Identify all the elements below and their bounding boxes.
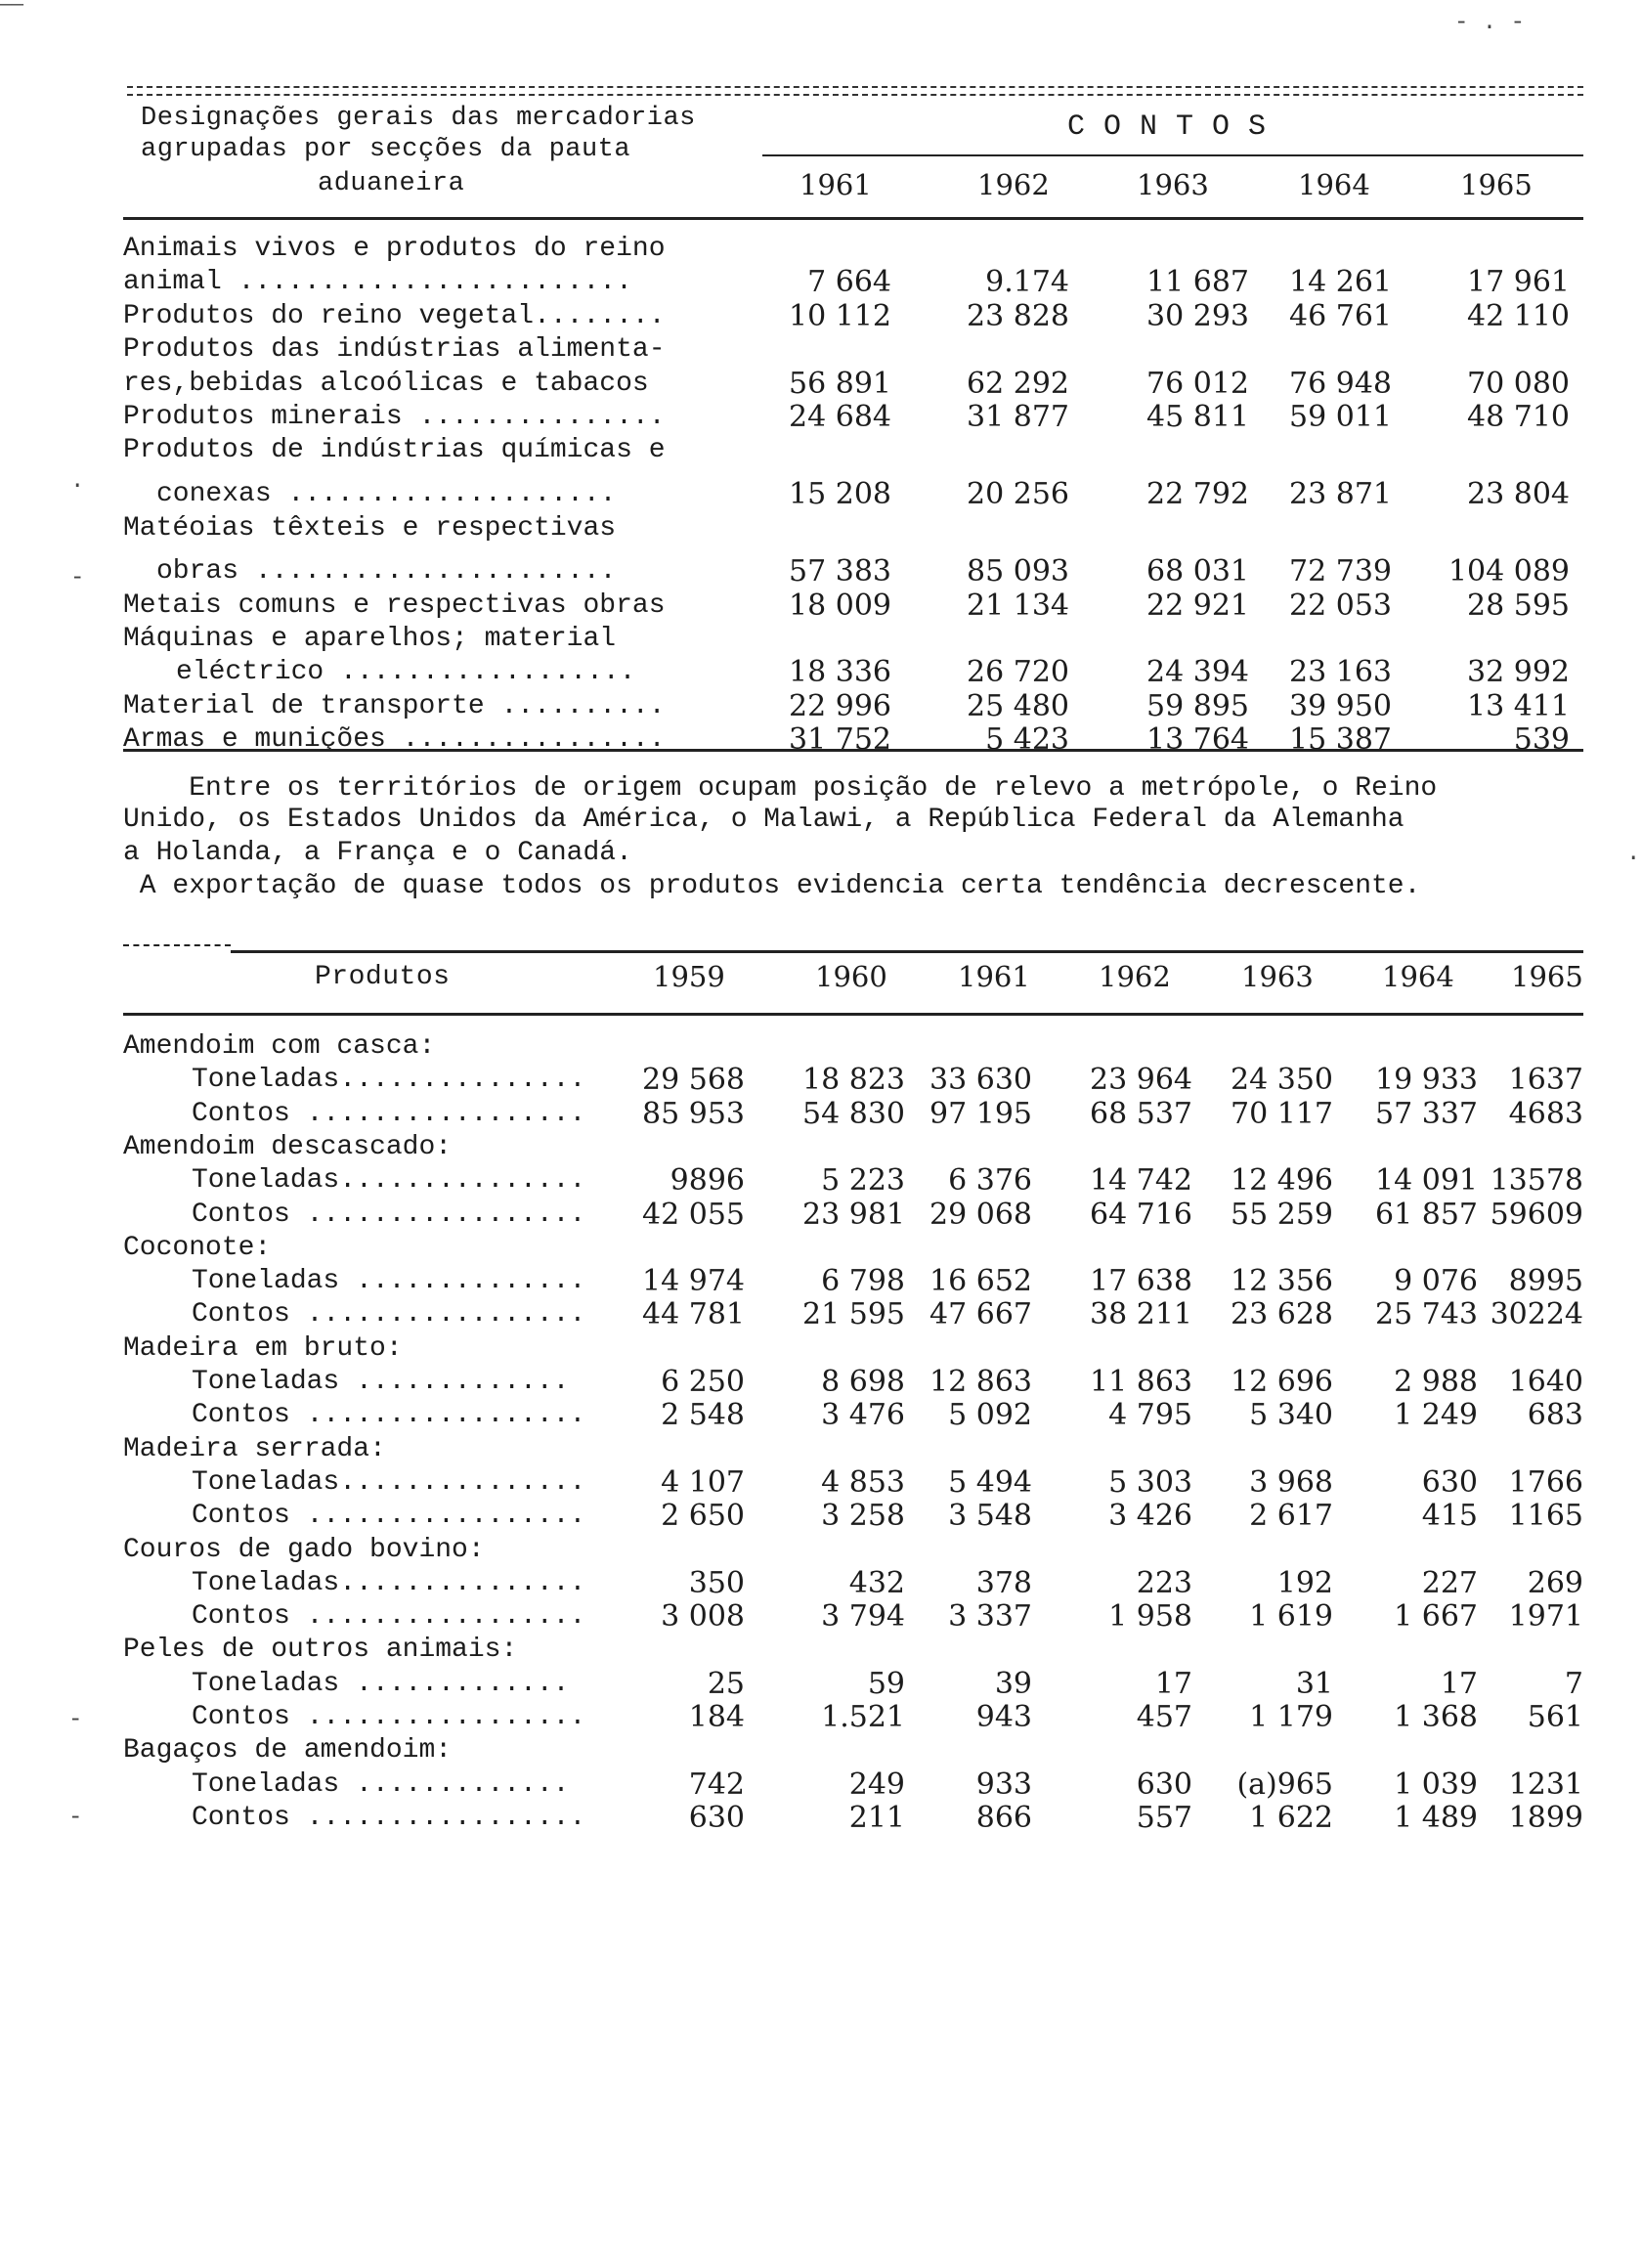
- table1-row-label: Animais vivos e produtos do reino: [123, 234, 666, 264]
- table1-row-label: Material de transporte ..........: [123, 690, 666, 721]
- table2-row-label: Contos .................: [192, 1802, 586, 1833]
- table2-cell: 1 667: [1394, 1599, 1478, 1635]
- table2-cell: 55 259: [1231, 1197, 1333, 1232]
- table2-cell: 23 628: [1231, 1297, 1333, 1332]
- table1-row-label: eléctrico ..................: [176, 657, 636, 688]
- table2-cell: 630: [1421, 1464, 1478, 1500]
- table1-cell: 25 480: [967, 688, 1069, 723]
- table1-cell: 76 012: [1146, 366, 1249, 401]
- scan-mark: - . -: [1454, 10, 1526, 36]
- table2-cell: 269: [1527, 1565, 1583, 1600]
- table2-cell: 1165: [1508, 1499, 1583, 1534]
- table1-cell: 23 163: [1289, 655, 1392, 690]
- table2-cell: 23 981: [802, 1197, 905, 1232]
- table2-cell: 30224: [1490, 1297, 1583, 1332]
- table2-cell: 18 823: [802, 1063, 905, 1098]
- table1-cell: 45 811: [1146, 400, 1249, 434]
- table1-cell: 10 112: [789, 298, 891, 333]
- paragraph-line-4: A exportação de quase todos os produtos evidencia certa tendência decrescente.: [123, 871, 1421, 901]
- table1-cell: 46 761: [1289, 298, 1392, 333]
- table1-cell: 59 895: [1146, 688, 1249, 723]
- table2-cell: 12 863: [929, 1365, 1032, 1399]
- table2-row: [0, 1030, 1642, 1064]
- table2-cell: 3 476: [821, 1398, 905, 1433]
- table2-row: [0, 1701, 1642, 1734]
- table2-row: [0, 1265, 1642, 1298]
- table1-cell: 18 336: [789, 655, 891, 690]
- table2-year-1960: 1960: [815, 960, 887, 993]
- table2-cell: 17: [1154, 1666, 1192, 1701]
- table2-cell: 1899: [1508, 1800, 1583, 1835]
- table2-header-rule: [123, 1013, 1583, 1016]
- table1-cell: 39 950: [1289, 688, 1392, 723]
- table2-cell: 4 107: [661, 1464, 745, 1500]
- table2-cell: 29 068: [929, 1197, 1032, 1232]
- scan-mark: ·: [70, 473, 85, 500]
- table2-cell: 3 968: [1249, 1464, 1333, 1500]
- table2-cell: 1971: [1508, 1599, 1583, 1635]
- table1-cell: 13 764: [1146, 722, 1249, 758]
- table1-cell: 76 948: [1289, 366, 1392, 401]
- table2-cell: 1637: [1508, 1063, 1583, 1098]
- table2-cell: 5 303: [1108, 1464, 1192, 1500]
- table2-cell: 227: [1421, 1565, 1478, 1600]
- table2-cell: 23 964: [1090, 1063, 1192, 1098]
- table2-cell: 2 617: [1249, 1499, 1333, 1534]
- table2-cell: 4 853: [821, 1464, 905, 1500]
- table1-cell: 24 394: [1146, 655, 1249, 690]
- table1-year-1964: 1964: [1298, 168, 1370, 201]
- table2-row-label: Contos .................: [192, 1400, 586, 1431]
- table2-cell: 25: [707, 1666, 745, 1701]
- table2-cell: 943: [975, 1700, 1032, 1734]
- table1-row-label: res,bebidas alcoólicas e tabacos: [123, 368, 649, 399]
- table2-cell: 3 548: [948, 1499, 1032, 1534]
- table2-row: [0, 1802, 1642, 1835]
- table2-row: [0, 1298, 1642, 1331]
- table2-cell: 12 496: [1231, 1163, 1333, 1199]
- table2-cell: 70 117: [1231, 1096, 1333, 1131]
- table2-cell: 21 595: [802, 1297, 905, 1332]
- table2-cell: 432: [848, 1565, 905, 1600]
- table1-cell: 15 208: [789, 477, 891, 512]
- table1-row: [0, 555, 1642, 589]
- table2-row: [0, 1600, 1642, 1634]
- table2-row-label: Toneladas...............: [192, 1466, 586, 1498]
- table2-row-label: Amendoim descascado:: [123, 1131, 453, 1162]
- table2-cell: 3 794: [821, 1599, 905, 1635]
- table2-row: [0, 1668, 1642, 1701]
- table2-cell: 14 091: [1375, 1163, 1478, 1199]
- table2-row-label: Couros de gado bovino:: [123, 1534, 485, 1565]
- table1-row-label: obras ......................: [156, 556, 617, 588]
- table2-cell: 9896: [670, 1163, 745, 1199]
- table2-cell: 630: [688, 1800, 745, 1835]
- table2-cell: 866: [975, 1800, 1032, 1835]
- table2-cell: 1 622: [1249, 1800, 1333, 1835]
- table1-cell: 18 009: [789, 588, 891, 623]
- table2-row: [0, 1433, 1642, 1466]
- table1-row: [0, 368, 1642, 401]
- table2-cell: 38 211: [1090, 1297, 1192, 1332]
- table2-cell: 44 781: [642, 1297, 745, 1332]
- table2-row: [0, 1366, 1642, 1399]
- table2-cell: 249: [848, 1766, 905, 1802]
- table2-row: [0, 1534, 1642, 1567]
- table2-row-label: Contos .................: [192, 1098, 586, 1129]
- table1-unit-rule: [762, 154, 1583, 156]
- table1-year-1963: 1963: [1137, 168, 1209, 201]
- table1-row-label: animal ........................: [123, 267, 632, 298]
- table1-cell: 22 053: [1289, 588, 1392, 623]
- table2-row: [0, 1734, 1642, 1767]
- table1-row-label: Produtos das indústrias alimenta-: [123, 334, 666, 366]
- table2-cell: 7: [1564, 1666, 1583, 1701]
- table2-row: [0, 1164, 1642, 1198]
- table1-cell: 70 080: [1467, 366, 1570, 401]
- scan-mark: -: [68, 1707, 83, 1733]
- table1-cell: 104 089: [1448, 554, 1570, 589]
- table1-cell: 23 804: [1467, 477, 1570, 512]
- table2-cell: 1231: [1508, 1766, 1583, 1802]
- table2-row-label: Bagaços de amendoim:: [123, 1735, 453, 1766]
- table2-cell: 6 376: [948, 1163, 1032, 1199]
- table2-cell: 3 337: [948, 1599, 1032, 1635]
- table2-cell: 4683: [1508, 1096, 1583, 1131]
- table2-cell: 61 857: [1375, 1197, 1478, 1232]
- table2-cell: 2 650: [661, 1499, 745, 1534]
- table1-row: [0, 656, 1642, 689]
- table2-year-1965: 1965: [1511, 960, 1583, 993]
- table2-cell: 64 716: [1090, 1197, 1192, 1232]
- scan-mark: .: [1626, 841, 1641, 867]
- paragraph-line-1: Entre os territórios de origem ocupam posição de relevo a metrópole, o Reino: [123, 773, 1438, 804]
- table2-cell: 557: [1136, 1800, 1192, 1835]
- table2-cell: 19 933: [1375, 1063, 1478, 1098]
- table2-cell: 742: [688, 1766, 745, 1802]
- table2-row-label: Toneladas...............: [192, 1567, 586, 1598]
- table1-row: [0, 623, 1642, 656]
- table1-row: [0, 401, 1642, 434]
- table1-cell: 7 664: [807, 265, 891, 300]
- table1-header-line-3: aduaneira: [318, 169, 465, 198]
- scan-mark: ——: [0, 0, 24, 17]
- table1-row: [0, 333, 1642, 367]
- table2-row-label: Toneladas .............: [192, 1768, 570, 1800]
- table1-cell: 22 996: [789, 688, 891, 723]
- table2-row: [0, 1634, 1642, 1667]
- table2-cell: 1 039: [1394, 1766, 1478, 1802]
- table2-cell: 1 249: [1394, 1398, 1478, 1433]
- table2-cell: 5 223: [821, 1163, 905, 1199]
- table2-row-label: Toneladas ..............: [192, 1266, 586, 1297]
- table2-cell: 42 055: [642, 1197, 745, 1232]
- table2-cell: 1 368: [1394, 1700, 1478, 1734]
- table2-year-1962: 1962: [1099, 960, 1171, 993]
- table2-cell: 59609: [1490, 1197, 1583, 1232]
- table2-row: [0, 1232, 1642, 1265]
- table2-cell: 5 340: [1249, 1398, 1333, 1433]
- table2-row-label: Contos .................: [192, 1702, 586, 1732]
- table2-cell: 6 250: [661, 1365, 745, 1399]
- table2-cell: 8995: [1508, 1264, 1583, 1299]
- table2-year-1961: 1961: [958, 960, 1030, 993]
- table2-cell: 683: [1527, 1398, 1583, 1433]
- table1-cell: 85 093: [967, 554, 1069, 589]
- table1-cell: 22 921: [1146, 588, 1249, 623]
- table2-cell: 39: [994, 1666, 1032, 1701]
- table2-row-label: Amendoim com casca:: [123, 1031, 436, 1062]
- table1-row-label: Metais comuns e respectivas obras: [123, 589, 666, 621]
- table1-cell: 28 595: [1467, 588, 1570, 623]
- table2-cell: 1 179: [1249, 1700, 1333, 1734]
- table1-year-1961: 1961: [799, 168, 872, 201]
- table2-top-rule: [231, 950, 1583, 953]
- table2-cell: 33 630: [929, 1063, 1032, 1098]
- table1-cell: 59 011: [1289, 400, 1392, 434]
- table2-cell: 97 195: [929, 1096, 1032, 1131]
- table2-cell: 47 667: [929, 1297, 1032, 1332]
- table1-cell: 20 256: [967, 477, 1069, 512]
- table2-cell: 13578: [1490, 1163, 1583, 1199]
- table2-cell: 6 798: [821, 1264, 905, 1299]
- table2-row-label: Contos .................: [192, 1299, 586, 1330]
- table2-row: [0, 1064, 1642, 1097]
- table2-cell: 2 988: [1394, 1365, 1478, 1399]
- table1-row: [0, 266, 1642, 299]
- table1-header-rule: [123, 217, 1583, 220]
- table1-cell: 15 387: [1289, 722, 1392, 758]
- table2-cell: 2 548: [661, 1398, 745, 1433]
- table1-row: [0, 690, 1642, 723]
- table1-header-line-2: agrupadas por secções da pauta: [141, 135, 631, 164]
- table1-cell: 5 423: [985, 722, 1069, 758]
- table2-cell: 12 696: [1231, 1365, 1333, 1399]
- table2-row: [0, 1199, 1642, 1232]
- table1-cell: 62 292: [967, 366, 1069, 401]
- table1-row-label: Armas e munições ................: [123, 724, 666, 756]
- table2-cell: 5 494: [948, 1464, 1032, 1500]
- table2-cell: 85 953: [642, 1096, 745, 1131]
- table2-cell: 17: [1440, 1666, 1478, 1701]
- table1-cell: 72 739: [1289, 554, 1392, 589]
- table2-cell: 933: [975, 1766, 1032, 1802]
- table2-row-label: Toneladas...............: [192, 1065, 586, 1096]
- table2-row: [0, 1098, 1642, 1131]
- table1-row: [0, 589, 1642, 623]
- table2-row: [0, 1768, 1642, 1802]
- table1-cell: 31 752: [789, 722, 891, 758]
- table1-row-label: Máquinas e aparelhos; material: [123, 624, 617, 655]
- table2-cell: 5 092: [948, 1398, 1032, 1433]
- table1-cell: 539: [1513, 722, 1570, 758]
- table1-row-label: conexas ....................: [156, 479, 617, 510]
- table2-cell: 14 974: [642, 1264, 745, 1299]
- table2-cell: 211: [848, 1800, 905, 1835]
- table1-cell: 30 293: [1146, 298, 1249, 333]
- table1-cell: 48 710: [1467, 400, 1570, 434]
- table2-cell: 57 337: [1375, 1096, 1478, 1131]
- table2-row-label: Toneladas .............: [192, 1367, 570, 1397]
- table2-cell: 54 830: [802, 1096, 905, 1131]
- table2-row-label: Contos .................: [192, 1601, 586, 1633]
- table2-cell: 59: [867, 1666, 905, 1701]
- table2-cell: 350: [688, 1565, 745, 1600]
- table2-cell: 24 350: [1231, 1063, 1333, 1098]
- table2-top-rule-short: [123, 944, 231, 946]
- table2-row: [0, 1466, 1642, 1500]
- table2-cell: 3 008: [661, 1599, 745, 1635]
- table2-cell: 1 619: [1249, 1599, 1333, 1635]
- table2-cell: 4 795: [1108, 1398, 1192, 1433]
- table1-cell: 11 687: [1146, 265, 1249, 300]
- table1-cell: 13 411: [1467, 688, 1570, 723]
- table2-cell: 14 742: [1090, 1163, 1192, 1199]
- table2-year-1963: 1963: [1241, 960, 1314, 993]
- table1-cell: 21 134: [967, 588, 1069, 623]
- table2-cell: 378: [975, 1565, 1032, 1600]
- scan-mark: -: [68, 1805, 83, 1831]
- table2-row: [0, 1567, 1642, 1600]
- table2-cell: 415: [1421, 1499, 1478, 1534]
- table2-cell: 68 537: [1090, 1096, 1192, 1131]
- table2-cell: 1640: [1508, 1365, 1583, 1399]
- table2-row: [0, 1131, 1642, 1164]
- table2-year-1964: 1964: [1382, 960, 1454, 993]
- table2-cell: 1 489: [1394, 1800, 1478, 1835]
- table2-cell: 630: [1136, 1766, 1192, 1802]
- table1-cell: 42 110: [1467, 298, 1570, 333]
- table2-row-label: Toneladas...............: [192, 1165, 586, 1197]
- table1-row-label: Produtos minerais ...............: [123, 402, 666, 432]
- table2-cell: 8 698: [821, 1365, 905, 1399]
- table2-row-label: Madeira em bruto:: [123, 1332, 403, 1364]
- table1-row: [0, 233, 1642, 266]
- table1-row: [0, 478, 1642, 511]
- table2-cell: 3 258: [821, 1499, 905, 1534]
- table1-top-rule: [127, 86, 1583, 96]
- table2-cell: 9 076: [1394, 1264, 1478, 1299]
- table1-row-label: Produtos de indústrias químicas e: [123, 435, 666, 466]
- table2-header-label: Produtos: [315, 962, 451, 992]
- table1-cell: 9.174: [985, 265, 1069, 300]
- scan-mark: -: [70, 565, 85, 591]
- table1-cell: 23 871: [1289, 477, 1392, 512]
- table2-cell: 184: [688, 1700, 745, 1734]
- table1-cell: 32 992: [1467, 655, 1570, 690]
- table1-row-label: Produtos do reino vegetal........: [123, 300, 666, 331]
- table2-cell: 223: [1136, 1565, 1192, 1600]
- table1-cell: 23 828: [967, 298, 1069, 333]
- table2-cell: 11 863: [1090, 1365, 1192, 1399]
- table2-cell: 1766: [1508, 1464, 1583, 1500]
- table1-cell: 31 877: [967, 400, 1069, 434]
- table1-unit-label: C O N T O S: [1067, 110, 1267, 144]
- table1-year-1965: 1965: [1460, 168, 1533, 201]
- table1-cell: 14 261: [1289, 265, 1392, 300]
- table2-cell: 31: [1295, 1666, 1333, 1701]
- table2-row: [0, 1399, 1642, 1432]
- table2-row-label: Coconote:: [123, 1232, 272, 1263]
- table1-cell: 17 961: [1467, 265, 1570, 300]
- table2-cell: 16 652: [929, 1264, 1032, 1299]
- table1-cell: 56 891: [789, 366, 891, 401]
- table2-cell: 29 568: [642, 1063, 745, 1098]
- table2-cell: 3 426: [1108, 1499, 1192, 1534]
- table1-row: [0, 512, 1642, 545]
- table1-cell: 68 031: [1146, 554, 1249, 589]
- table2-row: [0, 1500, 1642, 1533]
- table2-row-label: Contos .................: [192, 1199, 586, 1230]
- table1-row: [0, 434, 1642, 467]
- table2-cell: 12 356: [1231, 1264, 1333, 1299]
- table2-cell: (a)965: [1236, 1766, 1333, 1802]
- table1-bottom-rule: [123, 749, 1583, 752]
- table2-row-label: Toneladas .............: [192, 1668, 570, 1699]
- table2-cell: 457: [1136, 1700, 1192, 1734]
- table2-row-label: Madeira serrada:: [123, 1433, 386, 1464]
- table1-row: [0, 300, 1642, 333]
- table2-cell: 1 958: [1108, 1599, 1192, 1635]
- table2-row-label: Peles de outros animais:: [123, 1635, 518, 1666]
- table2-cell: 25 743: [1375, 1297, 1478, 1332]
- paragraph-line-2: Unido, os Estados Unidos da América, o Malawi, a República Federal da Alemanha: [123, 805, 1404, 835]
- table1-cell: 24 684: [789, 400, 891, 434]
- table2-row: [0, 1332, 1642, 1366]
- table2-row-label: Contos .................: [192, 1501, 586, 1532]
- table1-cell: 26 720: [967, 655, 1069, 690]
- table1-header-line-1: Designações gerais das mercadorias: [141, 104, 696, 133]
- table1-row: [0, 723, 1642, 757]
- table2-cell: 192: [1276, 1565, 1333, 1600]
- table2-year-1959: 1959: [653, 960, 725, 993]
- table1-row-label: Matéoias têxteis e respectivas: [123, 512, 617, 544]
- table1-cell: 57 383: [789, 554, 891, 589]
- table2-cell: 17 638: [1090, 1264, 1192, 1299]
- table2-cell: 1.521: [821, 1700, 905, 1734]
- table1-year-1962: 1962: [977, 168, 1050, 201]
- paragraph-line-3: a Holanda, a França e o Canadá.: [123, 838, 632, 868]
- table1-cell: 22 792: [1146, 477, 1249, 512]
- table2-cell: 561: [1527, 1700, 1583, 1734]
